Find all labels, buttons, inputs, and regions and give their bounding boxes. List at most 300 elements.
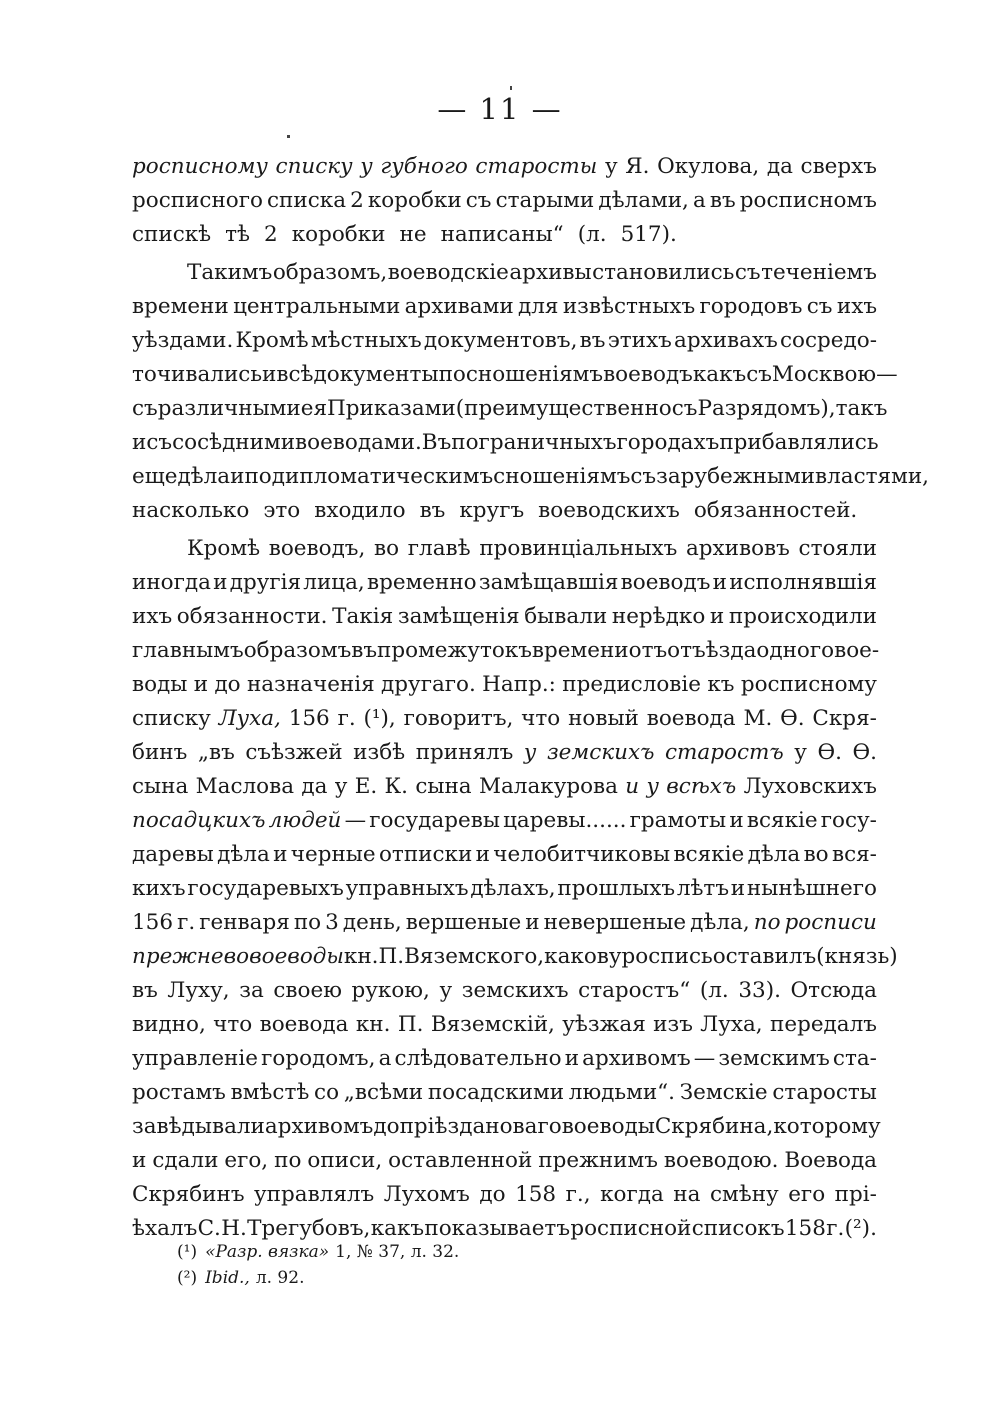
word: съ bbox=[132, 396, 158, 421]
word: старосты bbox=[475, 154, 598, 179]
word: исполнявшія bbox=[729, 570, 877, 595]
text-line bbox=[132, 634, 880, 668]
word: списку bbox=[132, 706, 211, 731]
word: тѣ bbox=[225, 222, 251, 247]
text-line bbox=[132, 1110, 881, 1144]
footnote-number: (²) bbox=[177, 1268, 198, 1288]
word: воеводы bbox=[561, 1114, 655, 1139]
word: росписному bbox=[132, 154, 268, 179]
word: Трегубовъ, bbox=[247, 1216, 371, 1241]
word: воды bbox=[132, 672, 188, 697]
word: Ѳ. bbox=[852, 740, 877, 765]
word: городомъ, bbox=[261, 1046, 376, 1071]
word: оставилъ bbox=[712, 944, 817, 969]
word: Отсюда bbox=[790, 978, 877, 1003]
word: въ bbox=[709, 188, 736, 213]
word: образомъ, bbox=[272, 260, 388, 285]
word: черные bbox=[290, 842, 376, 867]
word: предисловіе bbox=[562, 672, 701, 697]
page-number: — 11 — bbox=[437, 92, 563, 126]
word: обязанности. bbox=[176, 604, 328, 629]
word: у bbox=[523, 740, 537, 765]
word: 156 bbox=[288, 706, 330, 731]
word: отъ bbox=[628, 638, 668, 663]
word: главѣ bbox=[407, 536, 471, 561]
word: воевода bbox=[259, 1012, 349, 1037]
word: воевода bbox=[646, 706, 736, 731]
word: съѣзжей bbox=[245, 740, 343, 765]
word: такъ bbox=[835, 396, 888, 421]
word: (князь) bbox=[816, 944, 898, 969]
word: дѣлами, bbox=[598, 188, 689, 213]
word: до bbox=[373, 1114, 400, 1139]
word: до bbox=[214, 672, 241, 697]
word: день, bbox=[342, 910, 402, 935]
word: принялъ bbox=[415, 740, 514, 765]
word: документовъ, bbox=[423, 328, 578, 353]
word: генваря bbox=[199, 910, 290, 935]
text-line bbox=[132, 872, 877, 906]
word: что bbox=[521, 706, 561, 731]
word: пріѣзда bbox=[399, 1114, 486, 1139]
text-line bbox=[132, 668, 877, 702]
word: Разрядомъ), bbox=[697, 396, 836, 421]
word: нынѣшнего bbox=[746, 876, 877, 901]
word: говоритъ, bbox=[403, 706, 514, 731]
word: лѣтъ bbox=[676, 876, 730, 901]
word: съ bbox=[146, 430, 173, 455]
word: Е. bbox=[354, 774, 378, 799]
footnotes bbox=[177, 1239, 777, 1291]
word: Вяземскій, bbox=[430, 1012, 555, 1037]
word: М. bbox=[743, 706, 773, 731]
word: замѣщавшія bbox=[478, 570, 619, 595]
word: стояли bbox=[798, 536, 877, 561]
text-line bbox=[132, 600, 877, 634]
word: сына bbox=[132, 774, 189, 799]
word: сверхъ bbox=[800, 154, 877, 179]
word: какову bbox=[544, 944, 622, 969]
word: смѣну bbox=[709, 1182, 779, 1207]
word: у bbox=[604, 154, 618, 179]
word: и bbox=[564, 1046, 580, 1071]
word: Такимъ bbox=[187, 260, 273, 285]
word: прежнево bbox=[132, 944, 250, 969]
word: изъ bbox=[653, 1012, 693, 1037]
word: старостъ“ bbox=[578, 978, 691, 1003]
word: времени bbox=[531, 638, 629, 663]
word: различными bbox=[157, 396, 301, 421]
word: — bbox=[693, 1046, 716, 1071]
print-speck bbox=[287, 135, 290, 138]
word: на bbox=[673, 1182, 701, 1207]
word: архивы bbox=[509, 260, 592, 285]
word: (л. bbox=[577, 222, 607, 247]
word: росписномъ bbox=[739, 188, 877, 213]
word: описи, bbox=[307, 1148, 383, 1173]
word: другаго. bbox=[381, 672, 476, 697]
word: земскихъ bbox=[546, 740, 655, 765]
word: пограничныхъ bbox=[451, 430, 617, 455]
word: людей bbox=[268, 808, 342, 833]
word: бывали bbox=[524, 604, 608, 629]
word: и bbox=[625, 774, 640, 799]
word: отъѣзда bbox=[667, 638, 757, 663]
word: точивались bbox=[132, 362, 263, 387]
word: г. bbox=[177, 910, 196, 935]
text-line bbox=[132, 150, 877, 184]
word: сдали bbox=[152, 1148, 219, 1173]
word: государевыхъ bbox=[187, 876, 344, 901]
word: и bbox=[132, 1148, 147, 1173]
word: завѣдывали bbox=[132, 1114, 265, 1139]
word: до bbox=[479, 1182, 506, 1207]
text-line bbox=[132, 1144, 877, 1178]
word: всякіе bbox=[673, 842, 745, 867]
word: коробки bbox=[367, 188, 462, 213]
word: по bbox=[438, 362, 466, 387]
footnote-source: Ibid., bbox=[205, 1268, 250, 1288]
word: посадцкихъ bbox=[132, 808, 266, 833]
word: отписки bbox=[378, 842, 473, 867]
word: другія bbox=[229, 570, 302, 595]
word: росписного bbox=[132, 188, 263, 213]
word: 3 bbox=[325, 910, 339, 935]
word: съ bbox=[671, 396, 698, 421]
word: Кромѣ bbox=[235, 328, 309, 353]
text-line bbox=[132, 460, 929, 494]
word: воеводъ, bbox=[268, 536, 366, 561]
text-line bbox=[132, 974, 877, 1008]
word: главнымъ bbox=[132, 638, 244, 663]
word: всякіе bbox=[746, 808, 818, 833]
word: и bbox=[730, 876, 746, 901]
word: Н. bbox=[221, 1216, 247, 1241]
word: дѣла bbox=[217, 842, 270, 867]
word: ѣхалъ bbox=[132, 1216, 198, 1241]
word: документы bbox=[313, 362, 439, 387]
word: П. bbox=[397, 1012, 424, 1037]
word: сосѣдними bbox=[172, 430, 296, 455]
word: прі- bbox=[834, 1182, 877, 1207]
word: его, bbox=[224, 1148, 269, 1173]
word: кругъ bbox=[459, 498, 525, 523]
word: Луха, bbox=[218, 706, 281, 731]
word: ста- bbox=[832, 1046, 877, 1071]
word: когда bbox=[600, 1182, 664, 1207]
word: во bbox=[803, 842, 829, 867]
word: да bbox=[301, 774, 328, 799]
word: кихъ bbox=[132, 876, 186, 901]
word: невершеные bbox=[543, 910, 687, 935]
word: по bbox=[274, 1148, 302, 1173]
word: провинціальныхъ bbox=[479, 536, 678, 561]
word: Маслова bbox=[195, 774, 295, 799]
word: грамоты bbox=[629, 808, 727, 833]
text-line bbox=[132, 838, 877, 872]
text-line bbox=[132, 184, 877, 218]
word: Луху, bbox=[167, 978, 230, 1003]
word: одного bbox=[756, 638, 835, 663]
text-line bbox=[132, 532, 877, 566]
footnote-text: л. 92. bbox=[255, 1268, 305, 1288]
text-line bbox=[132, 256, 877, 290]
word: старосты bbox=[772, 1080, 877, 1105]
text-line bbox=[132, 218, 877, 252]
word: Воевода bbox=[784, 1148, 877, 1173]
word: г. bbox=[826, 1216, 845, 1241]
text-line bbox=[132, 770, 877, 804]
word: по bbox=[293, 910, 322, 935]
word: показываетъ bbox=[424, 1216, 570, 1241]
word: еще bbox=[132, 464, 178, 489]
word: 158 bbox=[784, 1216, 826, 1241]
word: С. bbox=[197, 1216, 221, 1241]
word: за bbox=[239, 978, 264, 1003]
word: царевы...... bbox=[503, 808, 627, 833]
word: (л. bbox=[699, 978, 729, 1003]
word: Ѳ. bbox=[780, 706, 805, 731]
word: бинъ bbox=[132, 740, 188, 765]
word: (¹), bbox=[363, 706, 396, 731]
word: и bbox=[709, 604, 725, 629]
word: спискѣ bbox=[132, 222, 212, 247]
word: и bbox=[132, 430, 147, 455]
word: списку bbox=[275, 154, 353, 179]
word: 156 bbox=[132, 910, 174, 935]
word: архивовъ bbox=[685, 536, 790, 561]
word: Окулова, bbox=[657, 154, 760, 179]
word: дѣла bbox=[747, 842, 801, 867]
word: въ bbox=[419, 498, 446, 523]
word: его bbox=[788, 1182, 826, 1207]
text-line bbox=[132, 324, 877, 358]
word: извѣстныхъ bbox=[562, 294, 696, 319]
word: написаны“ bbox=[440, 222, 564, 247]
text-line bbox=[132, 392, 888, 426]
text-line bbox=[132, 940, 898, 974]
word: и bbox=[729, 808, 744, 833]
word: воеводы bbox=[249, 944, 344, 969]
word: вся- bbox=[831, 842, 877, 867]
word: входило bbox=[314, 498, 406, 523]
word: избѣ bbox=[353, 740, 406, 765]
word: губного bbox=[380, 154, 468, 179]
word: Земскіе bbox=[679, 1080, 768, 1105]
word: 158 bbox=[515, 1182, 557, 1207]
word: оставленной bbox=[388, 1148, 533, 1173]
footnote-source: «Разр. вязка» bbox=[205, 1242, 330, 1262]
word: видно, bbox=[132, 1012, 206, 1037]
word: всѣ bbox=[276, 362, 314, 387]
word: П. bbox=[378, 944, 405, 969]
word: г. bbox=[337, 706, 356, 731]
word: сношеніямъ bbox=[465, 362, 604, 387]
word: ихъ bbox=[836, 294, 877, 319]
word: старыми bbox=[495, 188, 595, 213]
word: списокъ bbox=[691, 1216, 785, 1241]
word: властями, bbox=[815, 464, 929, 489]
word: людьми“. bbox=[568, 1080, 675, 1105]
word: съ bbox=[465, 188, 492, 213]
word: у bbox=[334, 774, 348, 799]
word: ея bbox=[300, 396, 328, 421]
word: въ bbox=[351, 638, 378, 663]
word: насколько bbox=[132, 498, 250, 523]
word: 2 bbox=[264, 222, 278, 247]
word: государевы bbox=[369, 808, 500, 833]
word: рукою, bbox=[351, 978, 430, 1003]
word: Скрябинъ bbox=[132, 1182, 245, 1207]
word: кн. bbox=[355, 1012, 391, 1037]
word: по bbox=[753, 910, 781, 935]
word: Я. bbox=[625, 154, 650, 179]
text-line bbox=[132, 906, 877, 940]
word: росписной bbox=[570, 1216, 692, 1241]
word: вмѣстѣ bbox=[230, 1080, 310, 1105]
word: прибавлялись bbox=[719, 430, 879, 455]
word: земскимъ bbox=[718, 1046, 830, 1071]
word: иногда bbox=[132, 570, 211, 595]
word: воеводъ bbox=[620, 570, 711, 595]
word: Скря- bbox=[812, 706, 877, 731]
word: этихъ bbox=[607, 328, 672, 353]
word: даревы bbox=[132, 842, 214, 867]
word: Въ bbox=[421, 430, 452, 455]
word: образомъ bbox=[243, 638, 352, 663]
word: это bbox=[263, 498, 301, 523]
word: что bbox=[213, 1012, 253, 1037]
word: къ bbox=[707, 672, 735, 697]
word: временно bbox=[366, 570, 477, 595]
word: роспись bbox=[621, 944, 713, 969]
word: лица, bbox=[303, 570, 365, 595]
word: въ bbox=[132, 978, 158, 1003]
body-text bbox=[132, 150, 929, 1246]
word: какъ bbox=[692, 362, 747, 387]
text-line bbox=[132, 702, 877, 736]
word: росписному bbox=[740, 672, 877, 697]
word: архивахъ bbox=[674, 328, 778, 353]
word: Москвою— bbox=[771, 362, 898, 387]
word: сына bbox=[415, 774, 472, 799]
word: съ bbox=[734, 260, 761, 285]
word: коробки bbox=[291, 222, 386, 247]
word: Напр.: bbox=[482, 672, 556, 697]
word: у bbox=[646, 774, 659, 799]
text-line bbox=[132, 494, 877, 528]
word: воеводскіе bbox=[387, 260, 509, 285]
word: прошлыхъ bbox=[557, 876, 676, 901]
word: архивами bbox=[404, 294, 514, 319]
word: и bbox=[230, 464, 245, 489]
text-line bbox=[132, 1042, 877, 1076]
word: Вяземского, bbox=[404, 944, 545, 969]
word: (преимущественно bbox=[455, 396, 672, 421]
word: со bbox=[314, 1080, 340, 1105]
word: какъ bbox=[370, 1216, 425, 1241]
word: не bbox=[399, 222, 427, 247]
word: уѣздами. bbox=[132, 328, 234, 353]
text-line bbox=[132, 290, 877, 324]
word: Малакурова bbox=[478, 774, 618, 799]
word: передалъ bbox=[770, 1012, 877, 1037]
word: дѣла bbox=[177, 464, 231, 489]
word: зарубежными bbox=[656, 464, 816, 489]
word: съ bbox=[806, 294, 833, 319]
word: Ѳ. bbox=[817, 740, 842, 765]
word: во bbox=[374, 536, 400, 561]
word: „всѣми bbox=[343, 1080, 424, 1105]
word: управныхъ bbox=[345, 876, 469, 901]
word: слѣдовательно bbox=[394, 1046, 562, 1071]
text-line bbox=[132, 566, 877, 600]
word: г., bbox=[565, 1182, 591, 1207]
word: архивомъ bbox=[582, 1046, 691, 1071]
word: становились bbox=[592, 260, 735, 285]
footnote-number: (¹) bbox=[177, 1242, 198, 1262]
word: всѣхъ bbox=[666, 774, 737, 799]
text-line bbox=[132, 426, 877, 460]
word: съ bbox=[630, 464, 657, 489]
word: дѣла, bbox=[690, 910, 750, 935]
word: Лухомъ bbox=[383, 1182, 470, 1207]
word: Кромѣ bbox=[187, 536, 261, 561]
word: Луха, bbox=[700, 1012, 763, 1037]
word: мѣстныхъ bbox=[310, 328, 422, 353]
word: которому bbox=[773, 1114, 881, 1139]
word: сношеніямъ bbox=[493, 464, 631, 489]
text-line bbox=[132, 358, 898, 392]
word: К. bbox=[384, 774, 409, 799]
word: вершеные bbox=[405, 910, 522, 935]
word: росписи bbox=[784, 910, 877, 935]
text-line bbox=[132, 804, 877, 838]
word: земскихъ bbox=[461, 978, 569, 1003]
word: промежутокъ bbox=[377, 638, 532, 663]
word: и bbox=[193, 672, 209, 697]
word: воеводъ bbox=[603, 362, 693, 387]
word: у bbox=[360, 154, 373, 179]
text-line bbox=[132, 736, 877, 770]
word: городахъ bbox=[616, 430, 720, 455]
word: дѣлахъ, bbox=[470, 876, 556, 901]
word: городовъ bbox=[699, 294, 803, 319]
word: по bbox=[244, 464, 272, 489]
word: „въ bbox=[197, 740, 235, 765]
word: старостъ bbox=[664, 740, 784, 765]
word: а bbox=[378, 1046, 392, 1071]
word: посадскими bbox=[427, 1080, 565, 1105]
word: архивомъ bbox=[264, 1114, 374, 1139]
word: и bbox=[525, 910, 540, 935]
word: происходили bbox=[728, 604, 877, 629]
word: назначенія bbox=[246, 672, 375, 697]
word: госу- bbox=[820, 808, 877, 833]
word: съ bbox=[746, 362, 772, 387]
word: да bbox=[766, 154, 793, 179]
word: для bbox=[518, 294, 559, 319]
word: и bbox=[712, 570, 727, 595]
word: 517). bbox=[620, 222, 677, 247]
word: управлялъ bbox=[254, 1182, 375, 1207]
word: воеводскихъ bbox=[538, 498, 680, 523]
word: дипломатическимъ bbox=[271, 464, 494, 489]
footnote bbox=[177, 1239, 777, 1265]
print-speck bbox=[510, 86, 512, 90]
text-line bbox=[132, 1076, 877, 1110]
word: центральными bbox=[233, 294, 401, 319]
